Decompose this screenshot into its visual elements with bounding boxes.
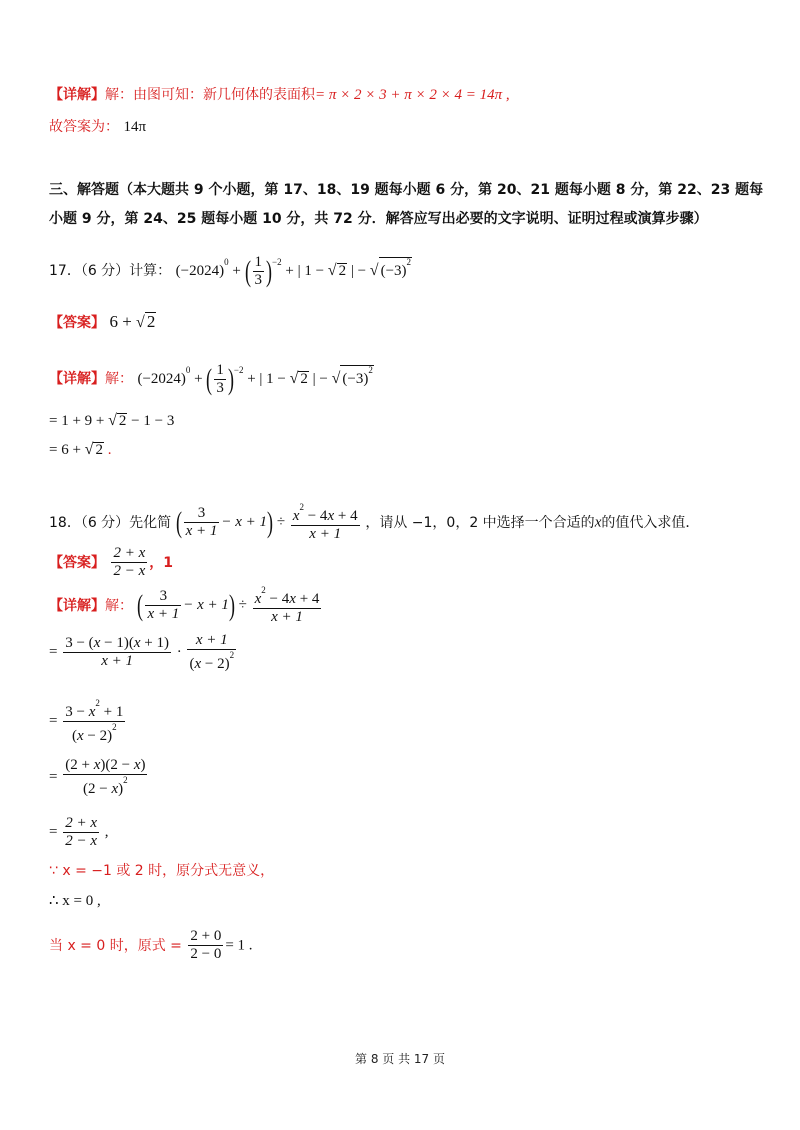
q18-reason-1: ∵ x = −1 或 2 时，原分式无意义， (49, 863, 275, 879)
q18-suffix-x: x (594, 514, 602, 531)
q18-step-2: = $\frac{3 - x^2 + 1}{(x - 2)^2}$ (49, 698, 124, 745)
q17-step-2: = 6 + √ 2 . (49, 441, 112, 458)
detail-line-surface-area (49, 88, 510, 103)
q17-detail (49, 362, 374, 398)
q18-eval-prefix: 当 x = 0 时，原式 = (49, 937, 182, 954)
q18-answer-fraction: $\frac{2 + x}{2 - x}$ (113, 545, 146, 580)
q18-step-1: = $\frac{3 - (x - 1)(x + 1)}{x + 1}$ · $\frac{x + 1}{(x - 2)^2}$ (49, 632, 235, 673)
detail-prefix: 解： (105, 597, 133, 614)
q18-step-4: = $\frac{2 + x}{2 - x}$ , (49, 815, 109, 850)
answer-text: 故答案为： (49, 119, 119, 135)
detail-text: 解：由图可知：新几何体的表面积 (105, 87, 315, 103)
answer-label: 【答案】 (49, 315, 105, 331)
page-footer: 第 8 页 共 17 页 (355, 1052, 445, 1066)
answer-value: 14π (123, 119, 147, 135)
q18-eval-tail: = 1 . (225, 937, 253, 954)
q18-step-3: = $\frac{(2 + x)(2 - x)}{(2 - x)^2}$ (49, 757, 146, 798)
q17-expression: $(-2024)^0$ + ( $\frac{1}{3}$ )$^{-2}$ + | 1 − √ 2 | − √ $(-3)^2$ (175, 254, 412, 289)
q18-reason-2: ∴ x = 0 , (49, 893, 101, 909)
detail-label: 【详解】 (49, 597, 105, 614)
q18-detail-expression: ( $\frac{3}{x + 1}$ − x + 1) ÷ $\frac{x^2 - 4x + 4}{x + 1}$ (137, 585, 320, 626)
detail-label: 【详解】 (49, 371, 105, 388)
q18-evaluation (49, 928, 253, 964)
section-title-line-2: 小题 9 分，第 24、25 题每小题 10 分，共 72 分．解答应写出必要的文字说明、证明过程或演算步骤） (49, 211, 708, 227)
q17-detail-expression: $(-2024)^0$ + ( $\frac{1}{3}$ )$^{-2}$ + | 1 − √ 2 | − √ $(-3)^2$ (137, 362, 373, 397)
answer-label: 【答案】 (49, 554, 105, 571)
answer-line (49, 120, 146, 135)
q18-eval-fraction: $\frac{2 + 0}{2 - 0}$ (190, 928, 222, 963)
question-17 (49, 254, 412, 290)
section-title-line-1: 三、解答题（本大题共 9 个小题，第 17、18、19 题每小题 6 分，第 20、21 题每小题 8 分，第 22、23 题每 (49, 182, 764, 198)
detail-math: = π × 2 × 3 + π × 2 × 4 = 14π , (315, 87, 510, 103)
question-18 (49, 502, 699, 544)
q18-suffix-tail: 的值代入求值． (601, 514, 700, 531)
q17-step-1: = 1 + 9 + √ 2 − 1 − 3 (49, 412, 175, 429)
q18-answer-tail: ，1 (149, 554, 173, 571)
q18-detail (49, 585, 323, 627)
q17-answer (49, 312, 156, 331)
q18-expression: ( $\frac{3}{x + 1}$ − x + 1) ÷ $\frac{x^2 - 4x + 4}{x + 1}$ (175, 502, 358, 543)
q18-answer (49, 545, 173, 581)
q18-prefix: 18．（6 分）先化简 (49, 514, 172, 531)
q17-prefix: 17．（6 分）计算： (49, 263, 172, 280)
q17-answer-value: 6 + √ 2 (109, 312, 156, 331)
q18-suffix: ，请从 −1，0，2 中选择一个合适的 (365, 514, 595, 531)
detail-label: 【详解】 (49, 87, 105, 103)
detail-prefix: 解： (105, 371, 133, 388)
